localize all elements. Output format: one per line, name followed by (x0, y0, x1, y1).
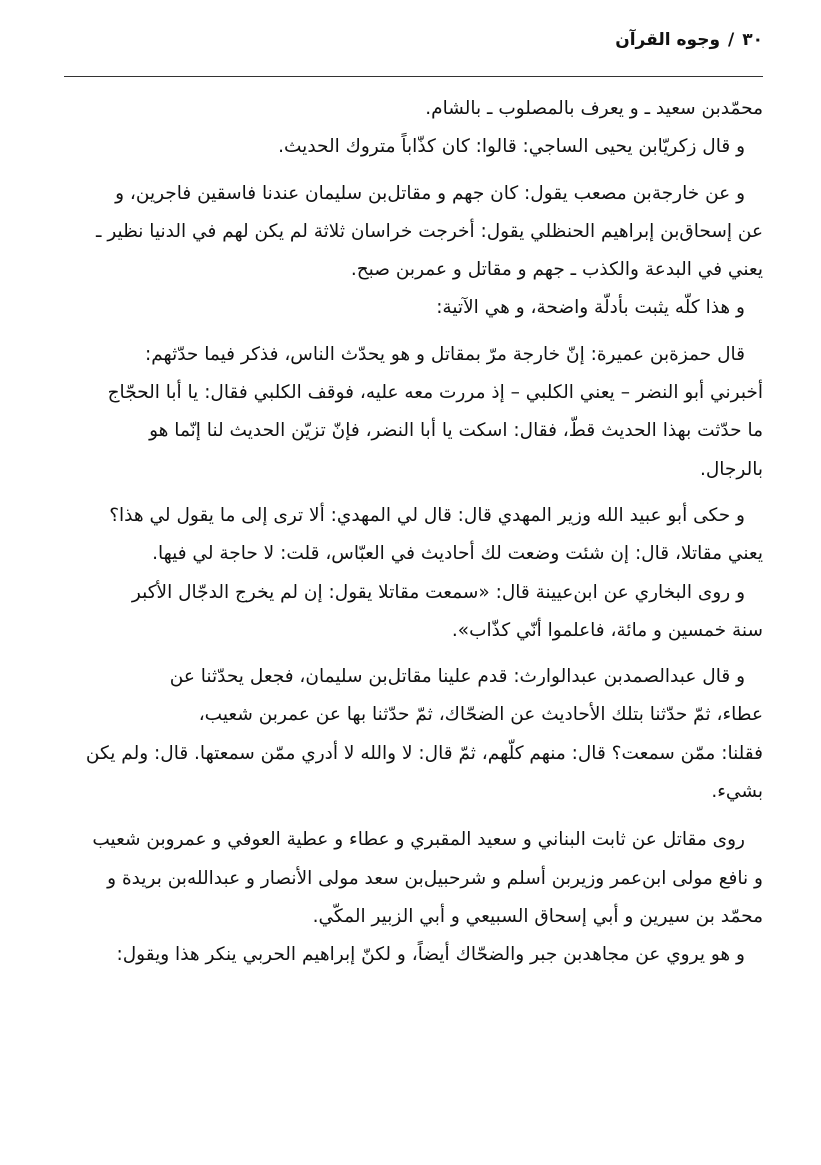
header-rule (64, 76, 763, 77)
text-line: أخبرني أبو النضر – يعني الكلبي – إذ مررت معه عليه، فوقف الكلبي فقال: يا أبا الحجّاج (107, 382, 763, 404)
text-line: سنة خمسين و مائة، فاعلموا أنّي كذّاب». (451, 619, 763, 641)
text-line: و هو يروي عن مجاهدبن جبر والضحّاك أيضاً، و لكنّ إبراهيم الحربي ينكر هذا ويقول: (116, 944, 745, 966)
text-line: و عن خارجةبن مصعب يقول: كان جهم و مقاتل‌بن سليمان عندنا فاسقين فاجرين، و (115, 182, 745, 204)
text-line: و حكى أبو عبيد الله وزير المهدي قال: قال لي المهدي: ألا ترى إلى ما يقول لي هذا؟ (109, 504, 745, 526)
text-line: يعني في البدعة والكذب ـ جهم و مقاتل و عمربن صبح. (350, 259, 763, 281)
text-line: و نافع مولى ابن‌عمر وزيربن أسلم و شرحبيل‌بن سعد مولى الأنصار و عبدالله‌بن بريدة و (107, 867, 763, 889)
text-line: عطاء، ثمّ حدّثنا بتلك الأحاديث عن الضحّاك، ثمّ حدّثنا بها عن عمربن شعيب، (198, 704, 763, 726)
paragraph-gap (64, 489, 763, 497)
text-line: محمّد بن سيرين و أبي إسحاق السبيعي و أبي الزبير المكّي. (312, 905, 763, 927)
text-line: فقلنا: ممّن سمعت؟ قال: منهم كلّهم، ثمّ قال: لا والله لا أدري ممّن سمعتها. قال: ولم يكن (85, 742, 763, 764)
text-line: و قال عبدالصمدبن عبدالوارث: قدم علينا مقاتل‌بن سليمان، فجعل يحدّثنا عن (169, 666, 745, 688)
paragraph-gap (64, 650, 763, 658)
paragraph-gap (64, 328, 763, 336)
page-body (64, 90, 763, 975)
paragraph-gap (64, 167, 763, 175)
text-line: و روى البخاري عن ابن‌عيينة قال: «سمعت مقاتلا يقول: إن لم يخرج الدجّال الأكبر (131, 581, 745, 603)
paragraph-gap (64, 811, 763, 821)
header-separator: / (728, 30, 735, 50)
text-line: و قال زكريّابن يحيى الساجي: قالوا: كان كذّاباً متروك الحديث. (278, 136, 745, 158)
text-line: بشيء. (711, 781, 763, 803)
running-header (615, 30, 763, 50)
text-line: قال حمزةبن عميرة: إنّ خارجة مرّ بمقاتل و هو يحدّث الناس، فذكر فيما حدّثهم: (145, 343, 745, 365)
text-line: بالرجال. (699, 458, 763, 480)
book-title: وجوه القرآن (615, 30, 721, 50)
text-line: عن إسحاق‌بن إبراهيم الحنظلي يقول: أخرجت خراسان ثلاثة لم يكن لهم في الدنيا نظير ـ (96, 220, 763, 242)
text-line: روى مقاتل عن ثابت البناني و سعيد المقبري و عطاء و عطية العوفي و عمروبن شعيب (92, 829, 745, 851)
text-line: محمّدبن سعيد ـ و يعرف بالمصلوب ـ بالشام. (425, 98, 763, 119)
text-line: يعني مقاتلا، قال: إن شئت وضعت لك أحاديث في العبّاس، قلت: لا حاجة لي فيها. (152, 543, 763, 565)
text-line: ما حدّثت بهذا الحديث قطّ، فقال: اسكت يا أبا النضر، فإنّ تزيّن الحديث لنا إنّما هو (149, 420, 763, 442)
page-number: ٣٠ (742, 30, 763, 50)
text-line: و هذا كلّه يثبت بأدلّة واضحة، و هي الآتية: (436, 297, 745, 319)
